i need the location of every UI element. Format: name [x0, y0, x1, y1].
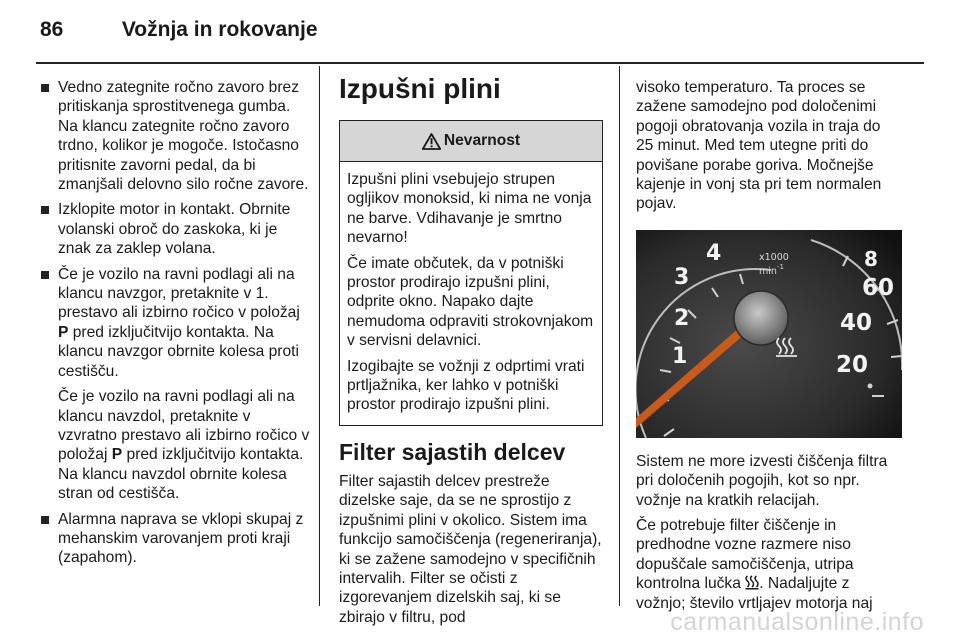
instruction-list — [40, 78, 310, 568]
body-text: visoko temperaturo. Ta proces se zažene samodejno pod določenimi pogoji obratovanja vozila in traja do 25 minut. Med tem utegne priti do povišane porabe goriva. Močnejše kajenje in vonj sta pri tem normalen pojav. — [636, 79, 882, 213]
gauge-hub — [734, 291, 788, 345]
tach-unit-top: x1000 — [759, 251, 789, 263]
instrument-cluster-image — [636, 230, 902, 438]
particle-filter-warning-icon — [745, 575, 759, 590]
column-divider-left — [319, 66, 320, 606]
list-item — [40, 200, 310, 258]
bullet-text: Če je vozilo na ravni podlagi ali na klancu navzgor, pretaknite v 1. prestavo ali izbirno ročico v položaj P pred izključitvijo kontakta. Na klancu navzgor obrnite kolesa proti cestišču. — [58, 265, 300, 380]
danger-box — [339, 120, 603, 426]
tach-label-3: 3 — [674, 264, 690, 290]
danger-text: Če imate občutek, da v potniški prostor prodirajo izpušni plini, odprite okno. Napako dajte nemudoma odpraviti strokovnjakom v servisni delavnici. — [347, 254, 594, 350]
danger-text: Izpušni plini vsebujejo strupen ogljikov monoksid, ki nima ne vonja ne barve. Vdihavanje je smrtno nevarno! — [347, 171, 592, 247]
body-text: Sistem ne more izvesti čiščenja filtra pri določenih pogojih, kot so npr. vožnje na kratkih relacijah. — [636, 452, 888, 509]
danger-title: Nevarnost — [443, 132, 521, 150]
subsection-heading: Filter sajastih delcev — [339, 438, 566, 465]
bullet-text: Izklopite motor in kontakt. Obrnite volanski obroč do zaskoka, ki je znak za zaklep volana. — [58, 201, 291, 258]
column-divider-right — [619, 66, 620, 606]
list-item — [40, 510, 310, 568]
tach-label-4: 4 — [706, 240, 722, 266]
gear-position-p: P — [111, 446, 123, 464]
danger-header — [340, 121, 602, 162]
speed-label-40: 40 — [840, 309, 873, 336]
speed-label-partial: 8 — [864, 246, 878, 271]
page-title: Vožnja in rokovanje — [121, 18, 318, 41]
section-heading: Izpušni plini — [339, 73, 501, 104]
list-item — [40, 265, 310, 504]
danger-text: Izogibajte se vožnji z odprtimi vrati prtljažnika, ker lahko v potniški prostor prodirajo izpušni plini. — [347, 357, 585, 414]
tach-unit-sup: -1 — [777, 262, 784, 271]
page-header — [40, 18, 318, 52]
tach-label-2: 2 — [674, 305, 690, 331]
column-2 — [339, 72, 603, 627]
page-number: 86 — [40, 18, 64, 41]
list-item — [40, 78, 310, 194]
speed-label-60: 60 — [862, 274, 895, 301]
header-rule — [36, 62, 924, 64]
speed-label-20: 20 — [836, 351, 869, 378]
tach-unit-bottom: min — [759, 265, 777, 277]
tach-label-1: 1 — [672, 343, 688, 369]
bullet-text: Alarmna naprava se vklopi skupaj z mehanskim varovanjem proti kraji (zapahom). — [58, 510, 304, 567]
body-text: Filter sajastih delcev prestreže dizelske saje, da se ne sprostijo z izpušnimi plini v okolico. Sistem ima funkcijo samočiščenja (regeneriranja), ki se zažene samodejno v specifičnih intervalih. Filter se očisti z izgorevanjem dizelskih saj, ki se zbirajo v filtru, pod — [339, 472, 602, 626]
warning-triangle-icon — [422, 133, 441, 150]
column-3 — [636, 78, 902, 613]
danger-body — [340, 162, 602, 425]
gear-position-p: P — [58, 323, 69, 341]
column-1 — [40, 78, 310, 574]
bullet-text: Vedno zategnite ročno zavoro brez pritiskanja sprostitvenega gumba. Na klancu zategnite ročno zavoro trdno, kolikor je mogoče. Istočasno pritisnite zavorni pedal, da bi zmanjšali delovno silo ročne zavore. — [58, 79, 309, 194]
bullet-text: Če je vozilo na ravni podlagi ali na klancu navzdol, pretaknite v vzvratno prestavo ali izbirno ročico v položaj P pred izklјučitvijo kontakta. Na klancu navzdol obrnite kolesa stran od cestišča. — [58, 388, 310, 503]
watermark-text: carmanualsonline.info — [670, 608, 924, 636]
body-text: Če potrebuje filter čiščenje in predhodne vozne razmere niso dopuščale samočiščenja, utripa kontrolna lučka . Nadaljujte z vožnjo; število vrtljajev motorja naj — [636, 517, 873, 612]
